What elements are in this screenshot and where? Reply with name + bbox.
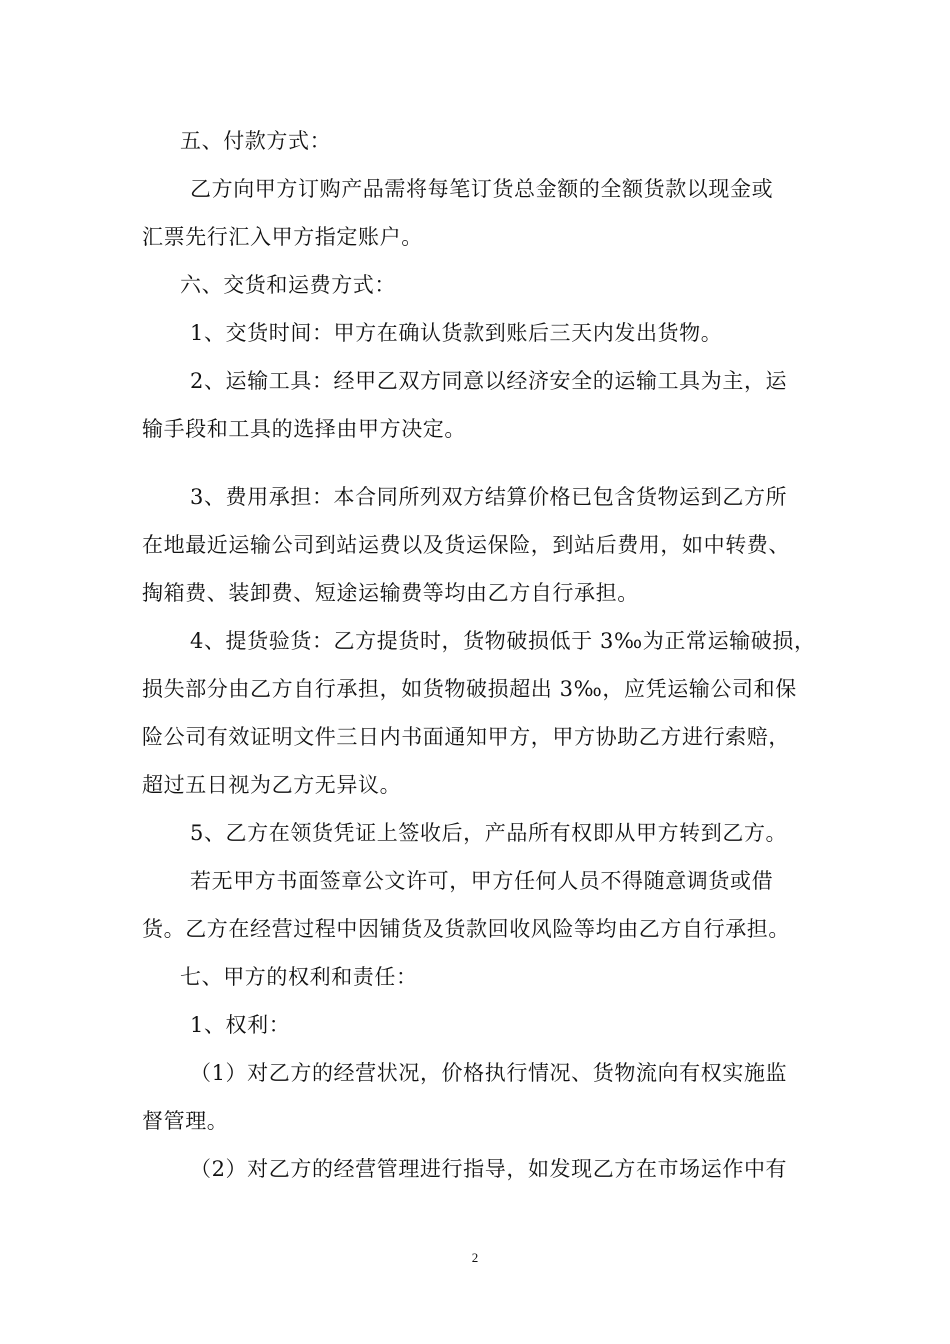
paragraph-line: 1、权利： xyxy=(190,1013,291,1037)
paragraph-line: 输手段和工具的选择由甲方决定。 xyxy=(142,417,466,441)
paragraph-line: 货。乙方在经营过程中因铺货及货款回收风险等均由乙方自行承担。 xyxy=(142,917,790,941)
paragraph-line: 4、提货验货：乙方提货时，货物破损低于 3‰为正常运输破损， xyxy=(190,629,816,653)
paragraph-line: 损失部分由乙方自行承担，如货物破损超出 3‰，应凭运输公司和保 xyxy=(142,677,797,701)
paragraph-line: 险公司有效证明文件三日内书面通知甲方，甲方协助乙方进行索赔， xyxy=(142,725,790,749)
paragraph-line: 1、交货时间：甲方在确认货款到账后三天内发出货物。 xyxy=(190,321,723,345)
paragraph-line: 若无甲方书面签章公文许可，甲方任何人员不得随意调货或借 xyxy=(190,869,774,893)
section-heading-payment: 五、付款方式： xyxy=(180,129,332,153)
paragraph-line: 督管理。 xyxy=(142,1109,229,1133)
section-heading-rights: 七、甲方的权利和责任： xyxy=(180,965,418,989)
section-heading-delivery: 六、交货和运费方式： xyxy=(180,273,396,297)
paragraph-line: 掏箱费、装卸费、短途运输费等均由乙方自行承担。 xyxy=(142,581,639,605)
paragraph-line: 汇票先行汇入甲方指定账户。 xyxy=(142,225,423,249)
paragraph-line: 乙方向甲方订购产品需将每笔订货总金额的全额货款以现金或 xyxy=(190,177,774,201)
paragraph-line: 超过五日视为乙方无异议。 xyxy=(142,773,402,797)
paragraph-line: （2）对乙方的经营管理进行指导，如发现乙方在市场运作中有 xyxy=(190,1157,788,1181)
page-number: 2 xyxy=(471,1250,479,1265)
paragraph-line: （1）对乙方的经营状况，价格执行情况、货物流向有权实施监 xyxy=(190,1061,788,1085)
paragraph-line: 2、运输工具：经甲乙双方同意以经济安全的运输工具为主，运 xyxy=(190,369,788,393)
paragraph-line: 在地最近运输公司到站运费以及货运保险，到站后费用，如中转费、 xyxy=(142,533,790,557)
paragraph-line: 3、费用承担：本合同所列双方结算价格已包含货物运到乙方所 xyxy=(190,485,788,509)
paragraph-line: 5、乙方在领货凭证上签收后，产品所有权即从甲方转到乙方。 xyxy=(190,821,788,845)
